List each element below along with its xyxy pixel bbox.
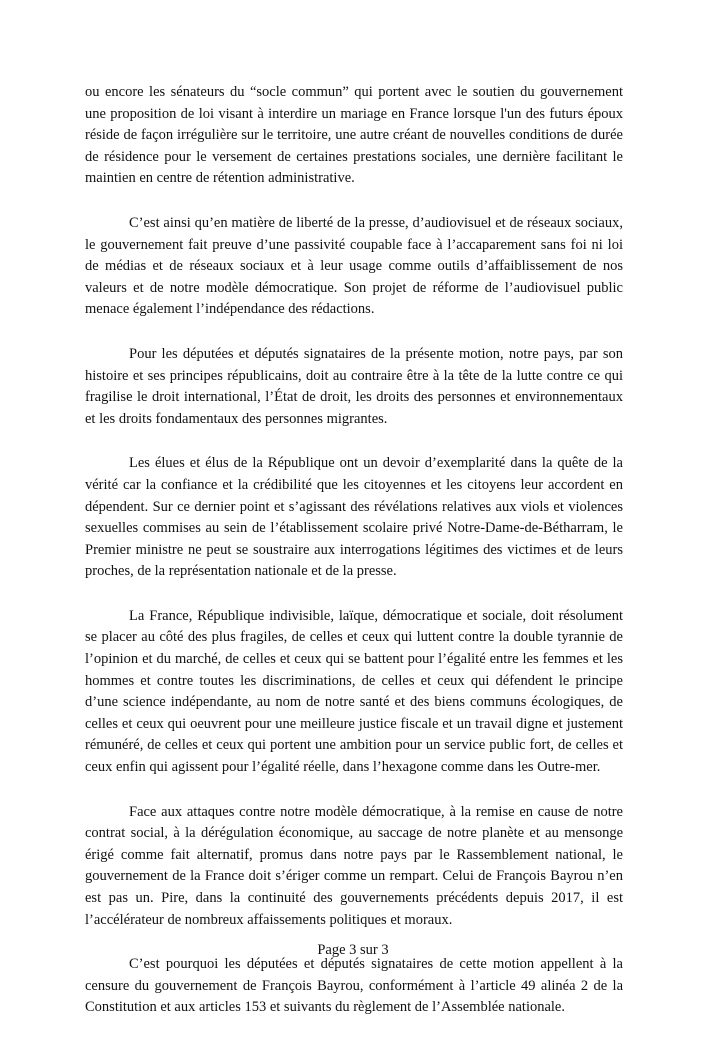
document-body: [85, 82, 623, 1042]
paragraph-republic-values: La France, République indivisible, laïque, démocratique et sociale, doit résolument se placer au côté des plus fragiles, de celles et ceux qui luttent contre la double tyrannie de l’opinion et du marché, de celles et ceux qui se battent pour l’égalité entre les femmes et les hommes et contre toutes les discriminations, de celles et ceux qui défendent le principe d’une science indépendante, au nom de notre santé et des biens communs écologiques, de celles et ceux qui oeuvrent pour une meilleure justice fiscale et un travail digne et justement rémunéré, de celles et ceux qui portent une ambition pour un service public fort, de celles et ceux enfin qui agissent pour l’égalité réelle, dans l’hexagone comme dans les Outre-mer.: [85, 607, 623, 776]
paragraph-democratic-model: Face aux attaques contre notre modèle démocratique, à la remise en cause de notre contrat social, à la dérégulation économique, au saccage de notre planète et au mensonge érigé comme fait alternatif, promus dans notre pays par le Rassemblement national, le gouvernement de la France doit s’ériger comme un rempart. Celui de François Bayrou n’en est pas un. Pire, dans la continuité des gouvernements précédents depuis 2017, il est l’accélérateur de nombreux affaissements politiques et moraux.: [85, 803, 623, 928]
page-number: Page 3 sur 3: [317, 942, 389, 958]
paragraph-continuation: ou encore les sénateurs du “socle commun” qui portent avec le soutien du gouvernement une proposition de loi visant à interdire un mariage en France lorsque l'un des futurs époux réside de façon irrégulière sur le territoire, une autre créant de nouvelles conditions de durée de résidence pour le versement de certaines prestations sociales, une dernière facilitant le maintien en centre de rétention administrative.: [85, 84, 623, 187]
paragraph-censure-call: C’est pourquoi les députées et députés signataires de cette motion appellent à la censure du gouvernement de François Bayrou, conformément à l’article 49 alinéa 2 de la Constitution et aux articles 153 et suivants du règlement de l’Assemblée nationale.: [85, 956, 623, 1016]
paragraph-exemplarity: Les élues et élus de la République ont un devoir d’exemplarité dans la quête de la vérité car la confiance et la crédibilité que les citoyennes et les citoyens leur accordent en dépendent. Sur ce dernier point et s’agissant des révélations relatives aux viols et violences sexuelles commises au sein de l’établissement scolaire privé Notre-Dame-de-Bétharram, le Premier ministre ne peut se soustraire aux interrogations légitimes des victimes et de leurs proches, de la représentation nationale et de la presse.: [85, 455, 623, 580]
paragraph-international-law: Pour les députées et députés signataires de la présente motion, notre pays, par son histoire et ses principes républicains, doit au contraire être à la tête de la lutte contre ce qui fragilise le droit international, l’État de droit, les droits des personnes et environnementaux et les droits fondamentaux des personnes migrantes.: [85, 345, 623, 427]
paragraph-media-freedom: C’est ainsi qu’en matière de liberté de la presse, d’audiovisuel et de réseaux sociaux, le gouvernement fait preuve d’une passivité coupable face à l’accaparement sans foi ni loi de médias et de réseaux sociaux et à leur usage comme outils d’affaiblissement de nos valeurs et de notre modèle démocratique. Son projet de réforme de l’audiovisuel public menace également l’indépendance des rédactions.: [85, 214, 623, 318]
